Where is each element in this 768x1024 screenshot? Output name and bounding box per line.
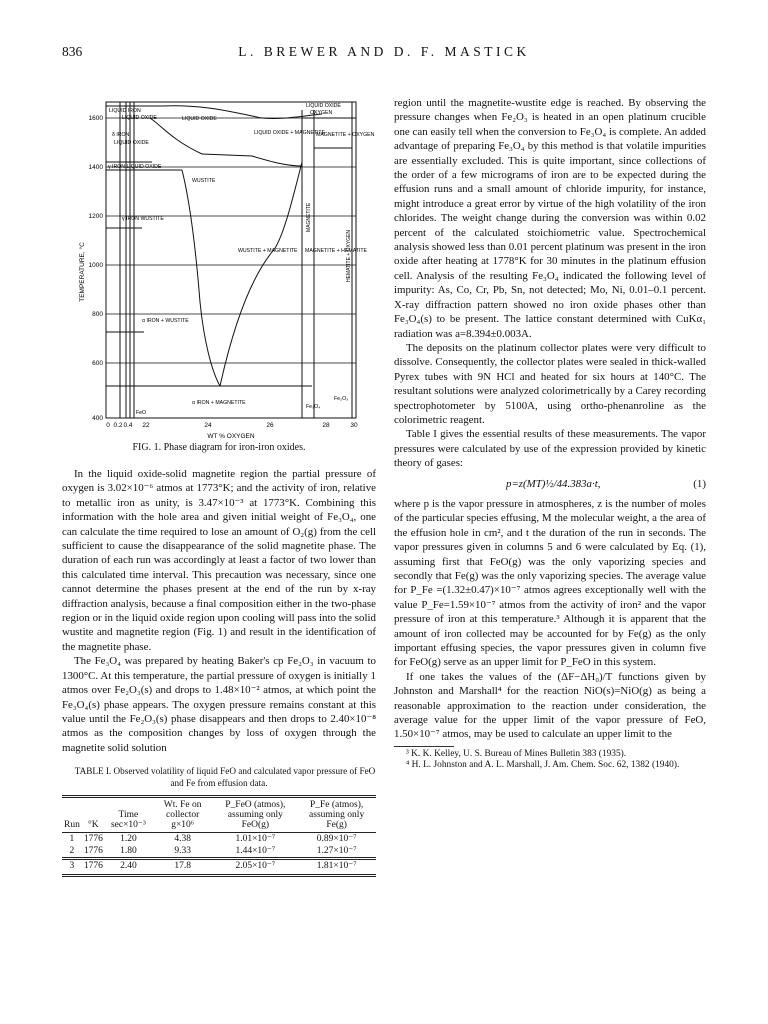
- table-cell: 17.8: [174, 861, 191, 872]
- region-label: LIQUID OXIDE: [306, 103, 341, 109]
- region-label: Fe₂O₃: [334, 396, 349, 402]
- y-axis-label: TEMPERATURE, °C: [79, 242, 86, 302]
- table-cell: 1: [69, 834, 75, 845]
- footnote: ³ K. K. Kelley, U. S. Bureau of Mines Bulletin 383 (1935).: [406, 748, 627, 759]
- x-tick: 28: [322, 422, 330, 429]
- x-tick: 0.4: [123, 422, 133, 429]
- table-cell: 2.40: [120, 861, 137, 872]
- y-tick: 1200: [88, 213, 103, 220]
- paragraph: In the liquid oxide-solid magnetite region the partial pressure of oxygen is 3.02×10⁻⁶ atmos at 1773°K; and the activity of iron, relative to metallic iron as unity, is 3.47×10⁻³ at 1773°K. Combining this information with the hole area and given initial weight of Fe₃O₄, one can calculate the time required to lose an amount of O₂(g) from the cell sufficient to cause the disappearance of the solid magnetite phase. The duration of each run was accordingly at least a factor of two lower than this calculated time interval. This precaution was necessary, since one cannot determine the phases present at the end of the run by x-ray diffraction analysis, because a final composition either in the two-phase region or in the liquid oxide region upon cooling will pass into the solid wustite and magnetite region (Fig. 1) and result in the identification of the magnetite phase.: [62, 468, 376, 653]
- table-header: Time sec×10⁻³: [110, 810, 146, 831]
- table-bottom-rule: [62, 874, 376, 877]
- table-cell: 4.38: [174, 834, 191, 845]
- paragraph: The deposits on the platinum collector plates were very difficult to dissolve. Consequently, the collector plates were sealed in thick-walled Pyrex tubes with 9N HCl and heated for six hours at 140°C. The resultant solutions were analyzed colorimetrically by a Carey recording spectrophotometer by 5100A, using ortho-phenanroline as the colorimetric reagent.: [394, 341, 706, 426]
- right-column: [394, 96, 706, 772]
- y-tick: 800: [92, 311, 103, 318]
- table-header: P_FeO (atmos), assuming only FeO(g): [225, 800, 286, 831]
- table-cell: 1.81×10⁻⁷: [316, 861, 357, 872]
- region-label: γ IRON LIQUID OXIDE: [108, 164, 162, 170]
- region-label: WUSTITE + MAGNETITE: [238, 248, 298, 254]
- phase-diagram-svg: [62, 92, 376, 442]
- data-table: [62, 795, 376, 872]
- paragraph: where p is the vapor pressure in atmospheres, z is the number of moles of the particular species effusing, M the molecular weight, a the area of the effusion hole in cm², and t the duration of the run in seconds. The vapor pressures given in columns 5 and 6 were calculated by Eq. (1), assuming first that FeO(g) was the only vaporizing species and secondly that Fe(g) was the only vaporizing species. The average value for P_Fe =(1.32±0.47)×10⁻⁷ atmos agrees exceptionally well with the value P_Fe=1.59×10⁻⁷ atmos from the activity of iron² and the vapor pressure of iron at this temperature.³ Although it is apparent that the amount of iron collected may be accounted for by Fe(g) as the only important effusing species, the vapor pressures given in column five for FeO(g) serve as an upper limit for P_FeO in this system.: [394, 497, 706, 669]
- page-header: [62, 44, 706, 64]
- region-label-vertical: MAGNETITE: [306, 202, 312, 232]
- plot-frame: [106, 102, 356, 418]
- left-column: [62, 467, 376, 877]
- table-row: [62, 845, 376, 859]
- region-label: δ IRON: [112, 132, 130, 138]
- region-label: FeO: [136, 410, 147, 416]
- figure-caption: FIG. 1. Phase diagram for iron-iron oxides.: [132, 442, 306, 453]
- paragraph: Table I gives the essential results of these measurements. The vapor pressures were calculated by use of the expression provided by kinetic theory of gases:: [394, 428, 706, 470]
- equation-1: [394, 471, 706, 497]
- paragraph: If one takes the values of the (ΔF−ΔH₀)/T functions given by Johnston and Marshall⁴ for the reaction NiO(s)=NiO(g) as being a reasonable approximation to the reaction under consideration, the average value for the upper limit of the vapor pressure of FeO, 1.50×10⁻⁷ atmos, may be used to calculate an upper limit to the: [394, 670, 706, 741]
- table-cell: 0.89×10⁻⁷: [316, 834, 357, 845]
- region-label: LIQUID OXIDE: [114, 140, 149, 146]
- table-cell: 1.80: [120, 846, 137, 857]
- x-tick: 22: [142, 422, 150, 429]
- y-tick: 1000: [88, 262, 103, 269]
- region-label: Fe₃O₄: [306, 404, 321, 410]
- region-label: LIQUID OXIDE + MAGNETITE: [254, 130, 326, 136]
- table-header: Run: [64, 820, 80, 831]
- footnote: ⁴ H. L. Johnston and A. L. Marshall, J. Am. Chem. Soc. 62, 1382 (1940).: [406, 760, 680, 771]
- y-tick: 600: [92, 360, 103, 367]
- page-number: 836: [62, 44, 83, 59]
- region-label: WUSTITE: [192, 178, 216, 184]
- equation-number: (1): [693, 477, 706, 490]
- table-cell: 9.33: [174, 846, 191, 857]
- table-row: [62, 859, 376, 873]
- x-tick: 0.2: [113, 422, 123, 429]
- phase-diagram-figure: [62, 92, 376, 442]
- region-label: LIQUID OXIDE: [182, 116, 217, 122]
- running-head: L. BREWER AND D. F. MASTICK: [238, 44, 530, 59]
- paragraph: The Fe₃O₄ was prepared by heating Baker's cp Fe₂O₃ in vacuum to 1300°C. At this temperature, the partial pressure of oxygen is initially 1 atmos over Fe₂O₃(s) and drops to 1.48×10⁻² atmos, at which point the Fe₃O₄(s) phase appears. The oxygen pressure remains constant at this value until the Fe₂O₃(s) phase disappears and then drops to 2.40×10⁻⁸ atmos as the composition changes by loss of oxygen through the magnetite solid solution: [62, 655, 376, 754]
- x-tick: 24: [204, 422, 212, 429]
- footnote-rule: [394, 746, 454, 747]
- x-tick: 30: [350, 422, 358, 429]
- table-header: °K: [88, 820, 99, 831]
- table-header: Wt. Fe on collector g×10⁶: [163, 800, 202, 831]
- table-caption: TABLE I. Observed volatility of liquid FeO and calculated vapor pressure of FeO and Fe from effusion data.: [74, 766, 376, 789]
- region-label: γ IRON WUSTITE: [122, 216, 164, 222]
- table-cell: 1.20: [120, 834, 137, 845]
- region-label: α IRON + WUSTITE: [142, 318, 189, 324]
- y-tick: 1600: [88, 115, 103, 122]
- region-label: OXYGEN: [310, 110, 333, 116]
- paragraph: region until the magnetite-wustite edge is reached. By observing the pressure changes when Fe₂O₃ is heated in an open platinum crucible one can easily tell when the conversion to Fe₃O₄ is complete. An added advantage of preparing Fe₃O₄ by this method is that volatile impurities are essentially excluded. This is quite important, since collections of the order of a few micrograms of iron are to be expected during the effusion runs and a small amount of chloride impurity, for instance, might introduce a great error by virtue of the high volatility of the iron chlorides. The weight change during the conversion was within 0.02 percent of the calculated stoichiometric value. Spectrochemical analysis showed less than 0.01 percent platinum was present in the iron oxide after heating at 1778°K for 30 minutes in the platinum effusion cell. Analysis of the resulting Fe₃O₄ indicated the following level of impurity: As, Co, Cr, Pb, Sn, not detected; Mo, Ni, 0.01–0.1 percent. X-ray diffraction pattern showed no iron oxide phases other than Fe₃O₄(s) to be present. The lattice constant determined with CuKα₁ radiation was a=8.394±0.003A.: [394, 97, 706, 340]
- x-axis-label: WT % OXYGEN: [207, 433, 255, 440]
- x-tick: 26: [266, 422, 274, 429]
- equation-text: p=z(MT)½/44.383a·t,: [506, 477, 601, 490]
- table-cell: 1776: [83, 846, 103, 857]
- table-cell: 2: [69, 846, 75, 857]
- table-row: [62, 833, 376, 846]
- table-cell: 3: [69, 861, 75, 872]
- region-labels: [108, 103, 375, 416]
- region-label: LIQUID IRON: [109, 108, 141, 114]
- table-cell: 2.05×10⁻⁷: [235, 861, 276, 872]
- table-cell: 1776: [83, 834, 103, 845]
- y-tick: 400: [92, 415, 103, 422]
- region-label: LIQUID OXIDE: [122, 115, 157, 121]
- table-cell: 1.27×10⁻⁷: [316, 846, 357, 857]
- region-label: MAGNETITE + OXYGEN: [316, 132, 375, 138]
- table-cell: 1.01×10⁻⁷: [235, 834, 276, 845]
- x-tick: 0: [106, 422, 110, 429]
- region-label: α IRON + MAGNETITE: [192, 400, 246, 406]
- y-tick: 1400: [88, 164, 103, 171]
- region-label-vertical: HEMATITE + OXYGEN: [346, 230, 352, 282]
- table-cell: 1776: [83, 861, 103, 872]
- table-cell: 1.44×10⁻⁷: [235, 846, 276, 857]
- region-label: MAGNETITE + HEMATITE: [305, 248, 368, 254]
- phase-boundaries: [106, 102, 356, 418]
- table-header: P_Fe (atmos), assuming only Fe(g): [309, 800, 365, 831]
